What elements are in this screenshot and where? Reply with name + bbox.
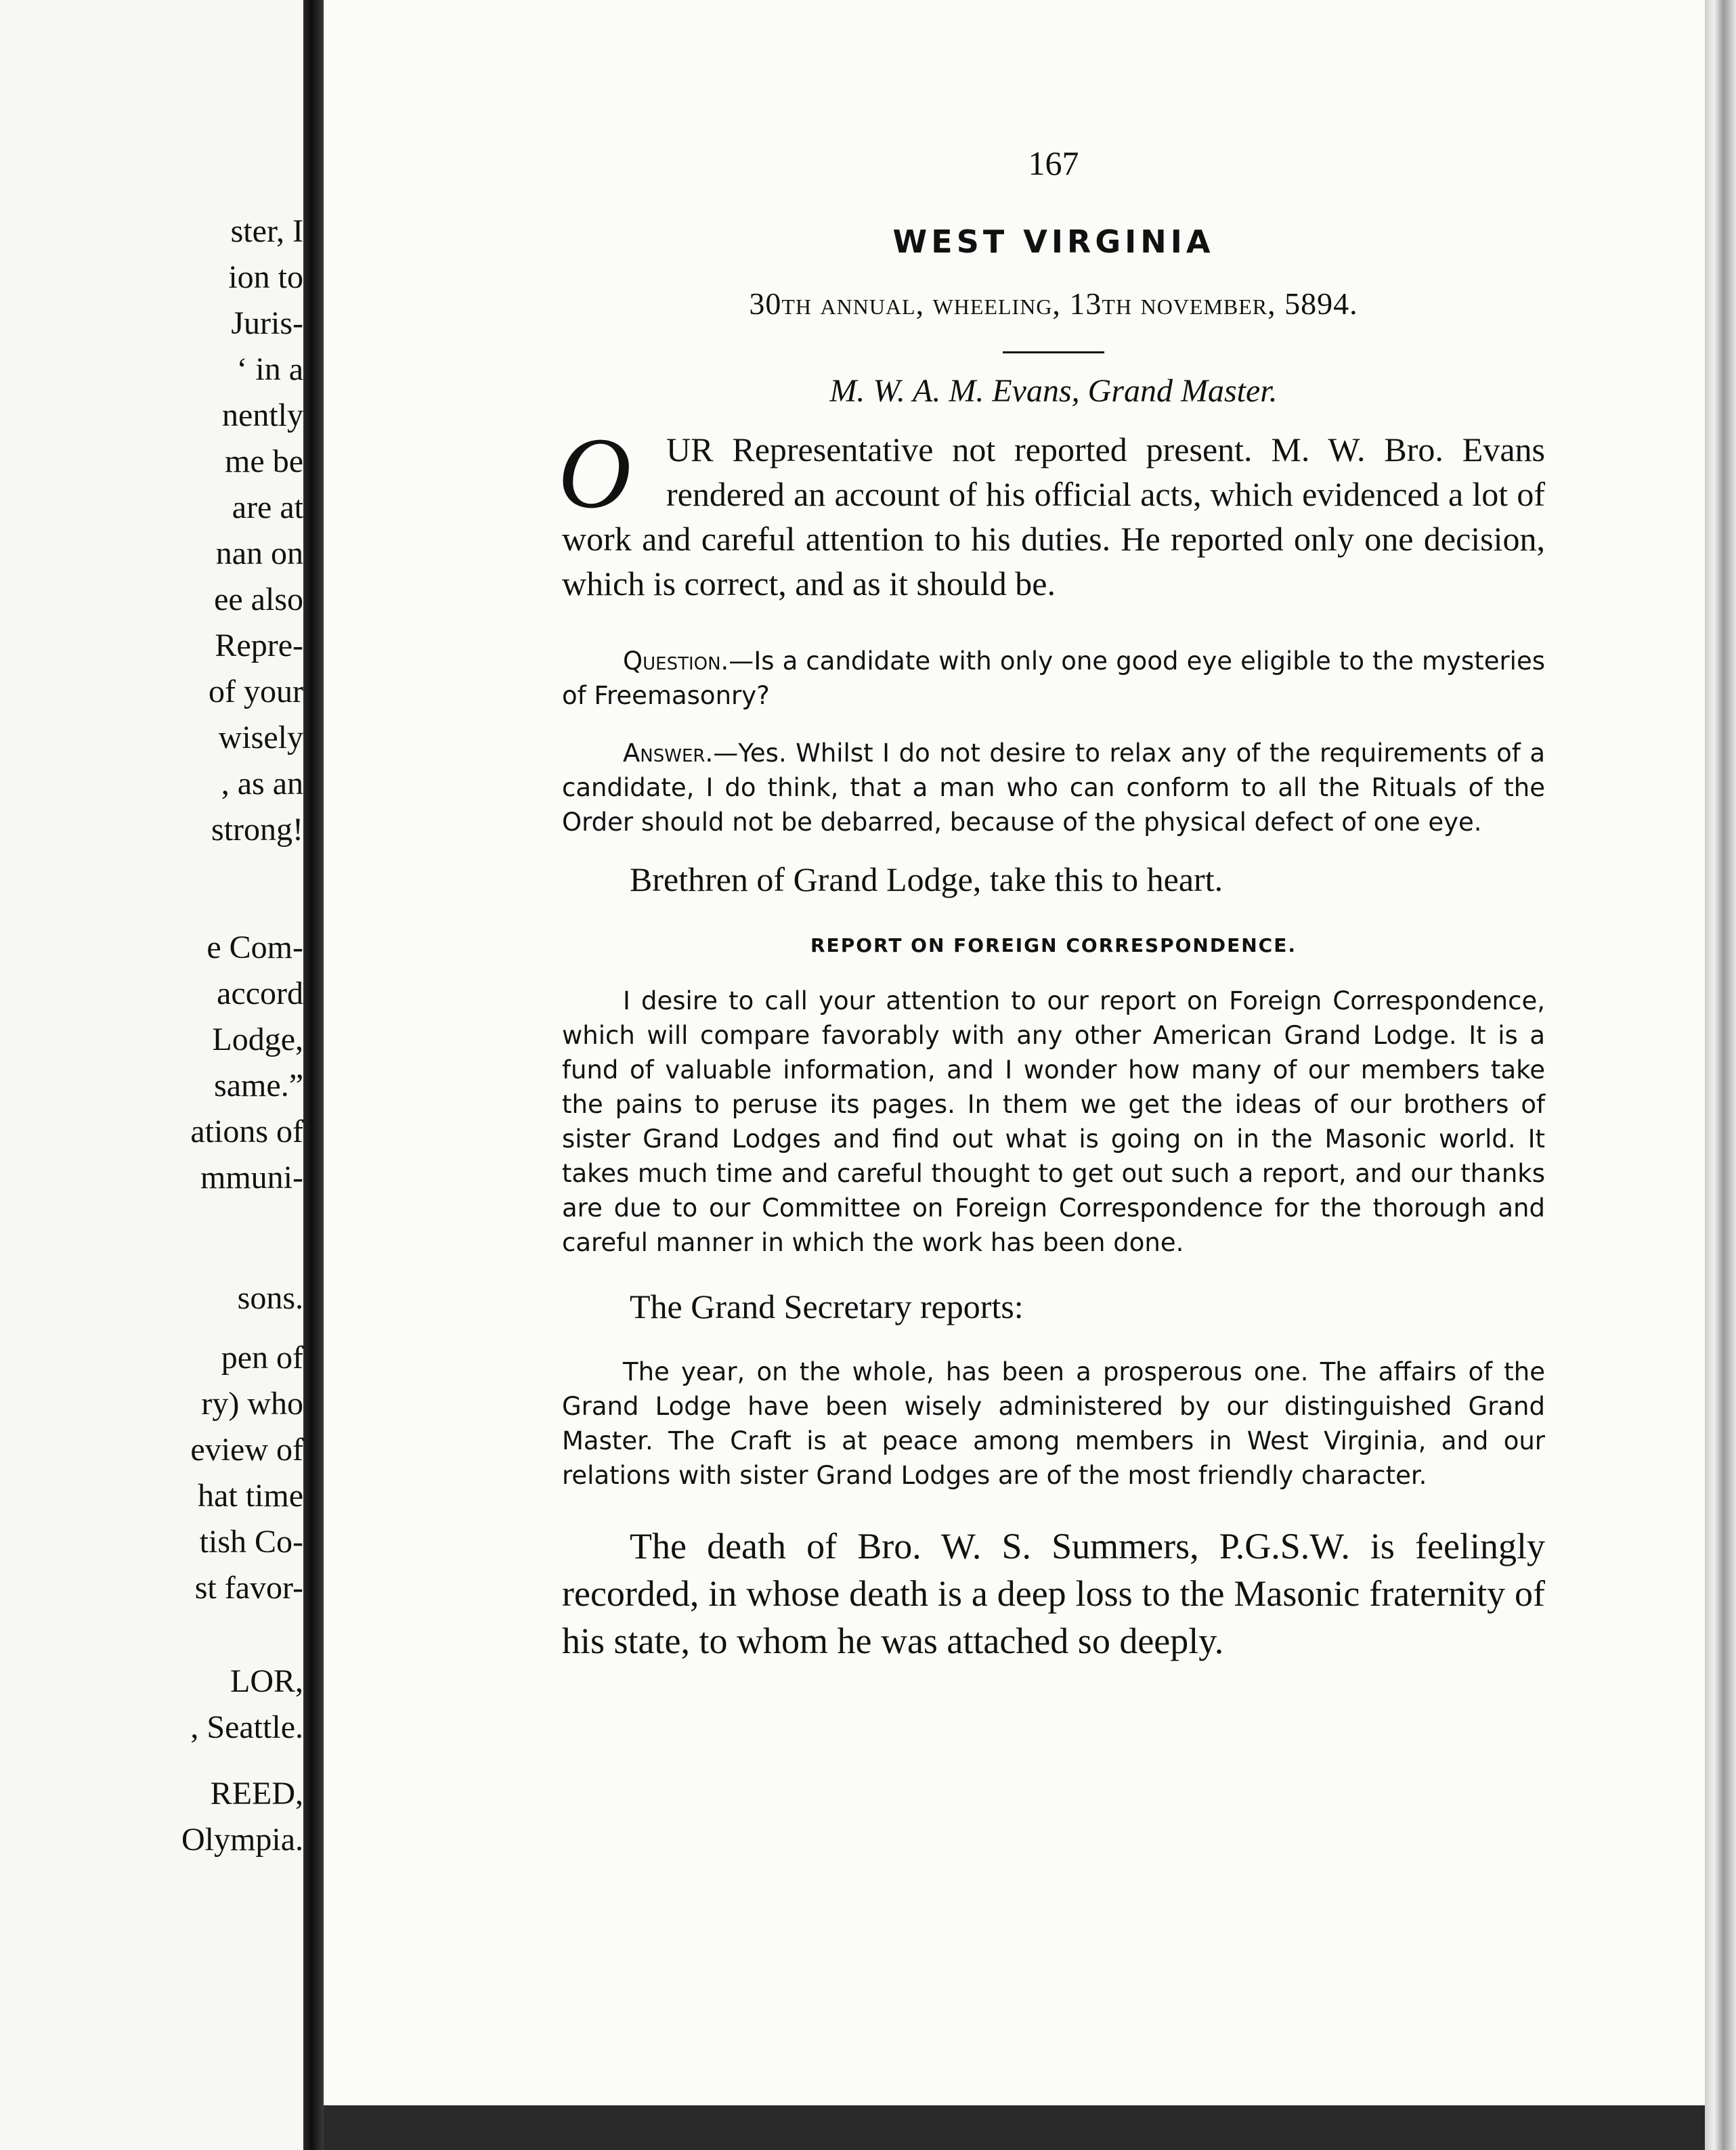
left-line: same.” — [214, 1068, 303, 1103]
report-heading: REPORT ON FOREIGN CORRESPONDENCE. — [810, 934, 1297, 957]
left-line: st favor- — [194, 1570, 303, 1606]
left-line: hat time — [198, 1478, 303, 1514]
left-line: ations of — [190, 1114, 303, 1149]
secretary-quote: The year, on the whole, has been a prosperous one. The affairs of the Grand Lodge have been wisely administered by our distinguished Grand Master. The Craft is at peace among members in West Virginia, and our relations with sister Grand Lodges are of the most friendly character. — [562, 1357, 1545, 1490]
page-edge — [1705, 0, 1736, 2150]
left-line: are at — [232, 489, 303, 525]
question-text: Is a candidate with only one good eye eligible to the mysteries of Freemasonry? — [562, 646, 1545, 710]
answer-lead: Answer.— — [623, 739, 739, 768]
left-line: of your — [209, 674, 303, 709]
answer-paragraph — [562, 736, 1545, 839]
left-line: ee also — [214, 582, 303, 617]
left-line: ry) who — [201, 1386, 303, 1422]
correspondence-paragraph: I desire to call your attention to our report on Foreign Correspondence, which will compare favorably with any other American Grand Lodge. It is a fund of valuable information, and I wonder how many of our members take the pains to peruse its pages. In them we get the ideas of our brothers of sister Grand Lodges and find out what is going on in the Masonic world. It takes much time and careful thought to get out such a report, and our thanks are due to our Committee on Foreign Correspondence for the thorough and careful manner in which the work has been done. — [562, 986, 1545, 1257]
left-line: Juris- — [231, 305, 303, 341]
left-line: eview of — [190, 1432, 303, 1468]
left-line: Lodge, — [212, 1022, 303, 1057]
session-line: 30th annual, wheeling, 13th november, 5894. — [749, 286, 1358, 321]
section-title: WEST VIRGINIA — [892, 223, 1215, 260]
answer-text: Yes. Whilst I do not desire to relax any of the requirements of a candidate, I do think, that a man who can conform to all the Rituals of the Order should not be debarred, because of the physical defect of one eye. — [562, 739, 1545, 837]
left-line: Repre- — [215, 628, 303, 663]
left-line: ion to — [228, 259, 303, 295]
left-line: nan on — [215, 535, 303, 571]
bottom-shadow — [324, 2105, 1705, 2150]
opening-paragraph — [558, 417, 1545, 606]
left-line: pen of — [221, 1340, 303, 1376]
page-number: 167 — [1028, 144, 1079, 182]
left-facing-page — [0, 0, 303, 2150]
left-line: e Com- — [207, 929, 303, 965]
left-line: strong! — [211, 812, 303, 848]
grand-master-line: M. W. A. M. Evans, Grand Master. — [829, 373, 1278, 409]
left-line: wisely — [218, 720, 303, 755]
brethren-paragraph: Brethren of Grand Lodge, take this to heart. — [630, 860, 1223, 898]
left-line: sons. — [237, 1280, 303, 1316]
left-line: ster, I — [230, 213, 303, 249]
death-paragraph: The death of Bro. W. S. Summers, P.G.S.W. is feelingly recorded, in whose death is a deep loss to the Masonic fraternity of his state, to whom he was attached so deeply. — [562, 1526, 1545, 1661]
left-line: REED, — [210, 1776, 303, 1812]
question-paragraph — [562, 644, 1545, 713]
left-line: nently — [222, 397, 303, 433]
page-content — [558, 135, 1545, 1665]
left-line: tish Co- — [199, 1524, 303, 1560]
left-line: Olympia. — [181, 1822, 303, 1858]
book-gutter — [303, 0, 324, 2150]
left-line: me be — [225, 443, 303, 479]
right-page — [324, 0, 1705, 2105]
drop-cap: O — [558, 417, 632, 529]
left-line: , as an — [221, 766, 303, 802]
question-lead: Question.— — [623, 646, 754, 676]
secretary-intro: The Grand Secretary reports: — [630, 1288, 1024, 1325]
left-line: ‘ in a — [236, 351, 303, 387]
divider-rule — [1003, 351, 1104, 353]
left-line: LOR, — [230, 1663, 303, 1699]
left-line: mmuni- — [200, 1160, 303, 1195]
left-line: accord — [217, 975, 303, 1011]
left-line: , Seattle. — [190, 1709, 303, 1745]
opening-text: UR Representative not reported present. M. W. Bro. Evans rendered an account of his official acts, which evidenced a lot of work and careful attention to his duties. He reported only one decision, which is correct, and as it should be. — [562, 431, 1545, 602]
